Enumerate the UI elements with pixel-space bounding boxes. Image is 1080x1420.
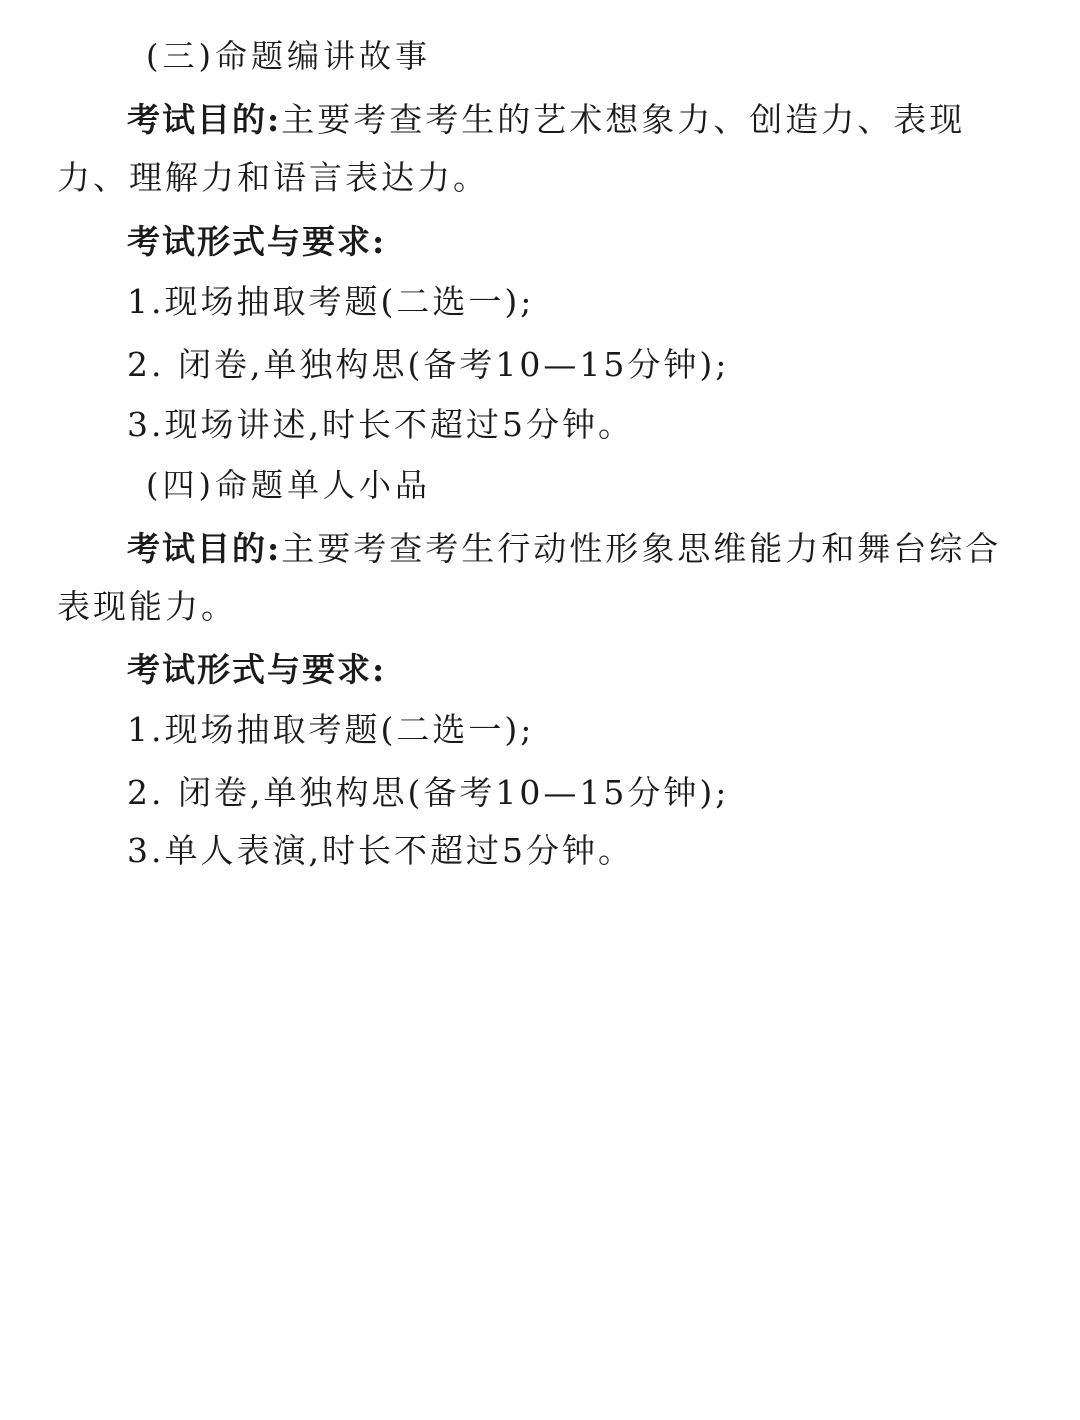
exam-purpose-text: 主要考查考生的艺术想象力、创造力、表现力、理解力和语言表达力。	[57, 100, 966, 197]
exam-purpose-label: 考试目的:	[127, 529, 282, 568]
exam-purpose-label: 考试目的:	[127, 100, 282, 139]
list-item: 3.单人表演,时长不超过5分钟。	[127, 831, 634, 870]
list-item: 2. 闭卷,单独构思(备考10—15分钟);	[127, 345, 730, 384]
list-item: 2. 闭卷,单独构思(备考10—15分钟);	[127, 773, 730, 812]
exam-purpose-paragraph	[57, 91, 1032, 207]
list-item: 1.现场抽取考题(二选一);	[127, 710, 535, 749]
exam-purpose-paragraph	[57, 520, 1032, 636]
section-heading: (三)命题编讲故事	[146, 37, 431, 75]
exam-form-label: 考试形式与要求:	[127, 222, 387, 261]
section-heading: (四)命题单人小品	[146, 466, 431, 504]
exam-purpose-text: 主要考查考生行动性形象思维能力和舞台综合表现能力。	[57, 529, 1002, 626]
list-item: 1.现场抽取考题(二选一);	[127, 282, 535, 321]
list-item: 3.现场讲述,时长不超过5分钟。	[127, 405, 634, 444]
exam-form-label: 考试形式与要求:	[127, 650, 387, 689]
